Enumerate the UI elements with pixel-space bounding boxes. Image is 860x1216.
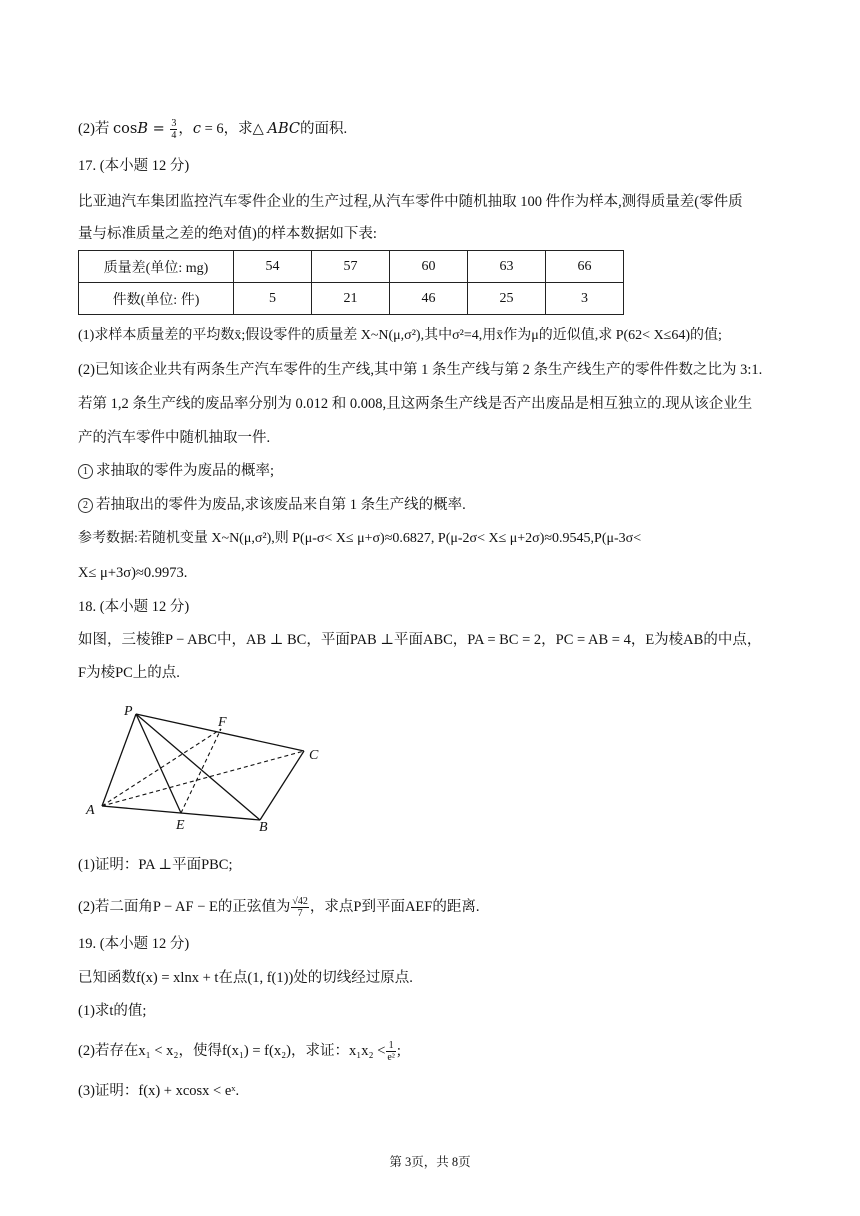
q18-stem-line1: 如图，三棱锥P − ABC中，AB ⊥ BC，平面PAB ⊥平面ABC，PA = BC = 2，PC = AB = 4，E为棱AB的中点，: [78, 632, 762, 648]
q17-sub2: 2 若抽取出的零件为废品,求该废品来自第 1 条生产线的概率.: [78, 495, 466, 515]
table-cell: 25: [468, 283, 546, 315]
label-c: C: [309, 748, 319, 763]
table-row-label: 质量差(单位: mg): [79, 251, 234, 283]
q18-header: 18. (本小题 12 分): [78, 599, 190, 615]
label-b: B: [259, 820, 268, 835]
q17-part1: (1)求样本质量差的平均数x̄;假设零件的质量差 X~N(μ,σ²),其中σ²=4,用x̄作为μ的近似值,求 P(62< X≤64)的值;: [78, 328, 722, 343]
q16-part2: (2)若 cosB = $\frac{3}{4}$ ，c = 6，求△ ABC的面积.: [78, 118, 348, 141]
table-cell: 63: [468, 251, 546, 283]
q17-part2-line2: 若第 1,2 条生产线的废品率分别为 0.012 和 0.008,且这两条生产线是否产出废品是相互独立的.现从该企业生: [78, 396, 753, 412]
q19-part3: (3)证明：f(x) + xcosx < eˣ.: [78, 1083, 240, 1099]
label-e: E: [176, 818, 185, 833]
label-a: A: [86, 803, 95, 818]
edge-pa: [102, 714, 136, 806]
q19-header: 19. (本小题 12 分): [78, 936, 190, 952]
table-cell: 57: [312, 251, 390, 283]
q17-reference-line1: 参考数据:若随机变量 X~N(μ,σ²),则 P(μ-σ< X≤ μ+σ)≈0.6827, P(μ-2σ< X≤ μ+2σ)≈0.9545,P(μ-3σ<: [78, 531, 642, 546]
table-cell: 46: [390, 283, 468, 315]
quality-table: [78, 250, 624, 315]
q18-stem-line2: F为棱PC上的点.: [78, 665, 180, 681]
q19-stem: 已知函数f(x) = xlnx + t在点(1, f(1))处的切线经过原点.: [78, 970, 413, 986]
table-cell: 66: [546, 251, 624, 283]
fraction-3-4: $\frac{3}{4}$: [171, 118, 177, 141]
q18-part2: (2)若二面角P − AF − E的正弦值为 $\frac{√42}{7}$ ，求点P到平面AEF的距离.: [78, 896, 480, 919]
table-row: [79, 283, 624, 315]
q17-part2-line3: 产的汽车零件中随机抽取一件.: [78, 430, 271, 446]
q19-part2: (2)若存在x₁ < x₂，使得f(x₁) = f(x₂)，求证：x₁x₂ < $\frac{1}{\text{e²}}$ ;: [78, 1040, 401, 1063]
label-f: F: [218, 715, 227, 730]
q18-part1: (1)证明：PA ⊥平面PBC;: [78, 857, 233, 873]
q17-part2-line1: (2)已知该企业共有两条生产汽车零件的生产线,其中第 1 条生产线与第 2 条生产线生产的零件件数之比为 3:1.: [78, 362, 763, 378]
table-row-label: 件数(单位: 件): [79, 283, 234, 315]
table-cell: 21: [312, 283, 390, 315]
circled-number: 2: [78, 498, 93, 513]
q17-intro-line1: 比亚迪汽车集团监控汽车零件企业的生产过程,从汽车零件中随机抽取 100 件作为样本,测得质量差(零件质: [78, 194, 743, 210]
q17-reference-line2: X≤ μ+3σ)≈0.9973.: [78, 565, 188, 581]
label-p: P: [124, 704, 133, 719]
page-footer: 第 3页，共 8页: [389, 1155, 471, 1169]
table-cell: 3: [546, 283, 624, 315]
fraction-1-e2: $\frac{1}{\text{e²}}$: [387, 1040, 395, 1063]
pyramid-figure: [80, 698, 340, 840]
q17-header: 17. (本小题 12 分): [78, 158, 190, 174]
table-cell: 5: [234, 283, 312, 315]
edge-pe: [136, 714, 181, 813]
table-row: [79, 251, 624, 283]
q17-intro-line2: 量与标准质量之差的绝对值)的样本数据如下表:: [78, 226, 377, 242]
q17-sub1: 1 求抽取的零件为废品的概率;: [78, 461, 274, 481]
fraction-sqrt42-7: $\frac{√42}{7}$: [292, 896, 308, 919]
edge-pb: [136, 714, 260, 820]
circled-number: 1: [78, 464, 93, 479]
q19-part1: (1)求t的值;: [78, 1003, 147, 1019]
table-cell: 60: [390, 251, 468, 283]
edge-ef-hidden: [181, 729, 221, 813]
table-cell: 54: [234, 251, 312, 283]
